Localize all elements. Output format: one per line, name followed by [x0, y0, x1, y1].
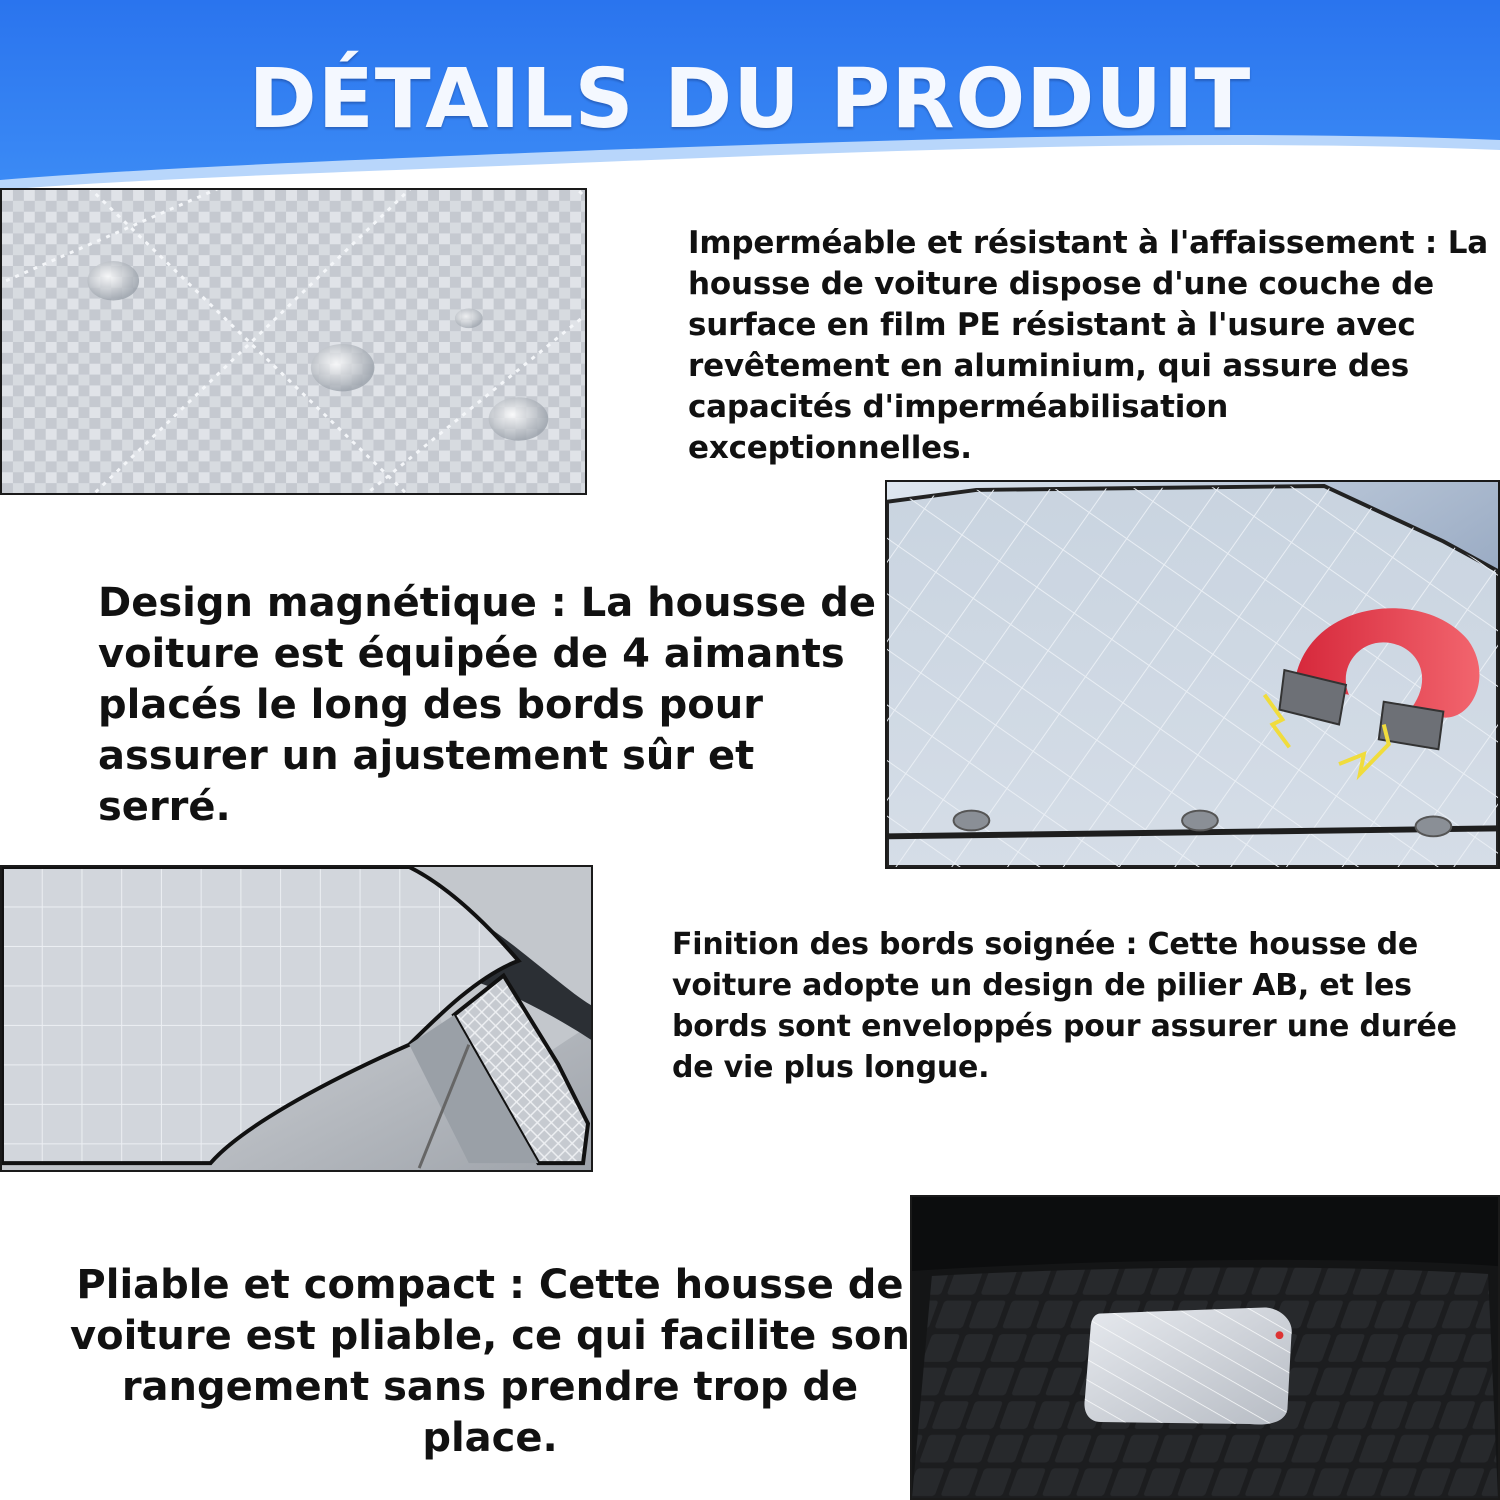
page-title: DÉTAILS DU PRODUIT: [248, 52, 1252, 147]
header-banner: [0, 0, 1500, 200]
waterproof-feature-text: Imperméable et résistant à l'affaissement : La housse de voiture dispose d'une couche de surface en film PE résistant à l'usure avec revêtement en aluminium, qui assure des capacités d'imperméabilisation exceptionnelles.: [688, 225, 1488, 466]
magnetic-feature-text: Design magnétique : La housse de voiture est équipée de 4 aimants placés le long des bords pour assurer un ajustement sûr et serré.: [98, 580, 876, 830]
waterproof-fabric-photo: [0, 188, 587, 495]
magnet-cover-photo: [885, 480, 1500, 869]
folded-trunk-photo: [910, 1195, 1500, 1500]
edge-feature-text: Finition des bords soignée : Cette housse de voiture adopte un design de pilier AB, et les bords sont enveloppés pour assurer une durée de vie plus longue.: [672, 927, 1457, 1085]
edge-finish-photo: [0, 865, 593, 1172]
compact-feature-text: Pliable et compact : Cette housse de voiture est pliable, ce qui facilite son rangement sans prendre trop de place.: [70, 1262, 910, 1461]
